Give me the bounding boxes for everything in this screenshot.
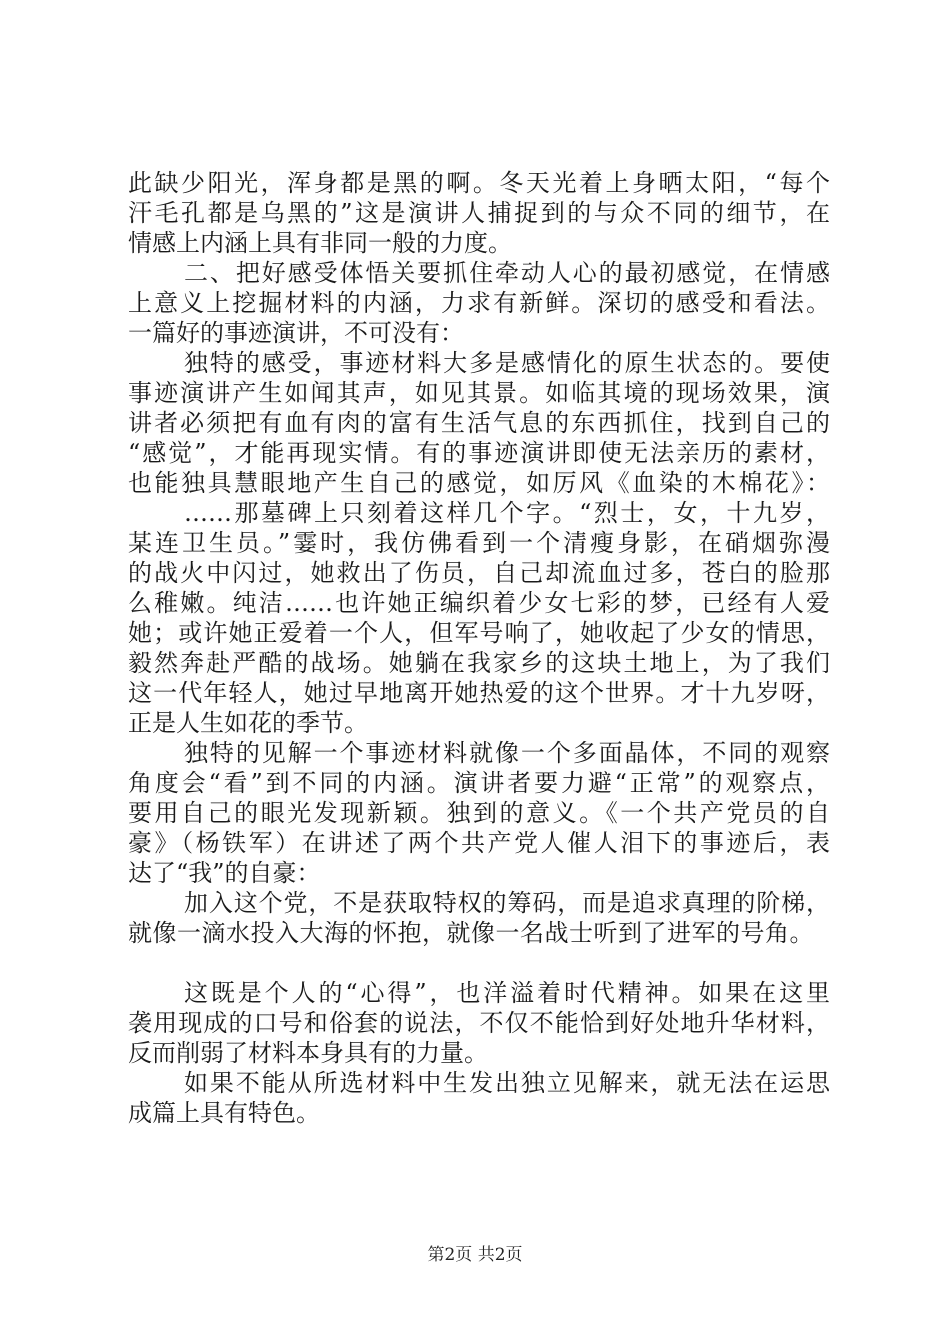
text-line: 独特的感受，事迹材料大多是感情化的原生状态的。要使 <box>184 349 830 377</box>
text-line: 事迹演讲产生如闻其声，如见其景。如临其境的现场效果，演 <box>128 379 830 407</box>
text-line: 加入这个党，不是获取特权的筹码，而是追求真理的阶梯， <box>184 889 830 917</box>
paragraph <box>128 978 830 1068</box>
paragraph <box>128 258 830 348</box>
paragraph <box>128 348 830 498</box>
text-line: 成篇上具有特色。 <box>128 1099 320 1127</box>
text-line: 汗毛孔都是乌黑的”这是演讲人捕捉到的与众不同的细节，在 <box>128 199 830 227</box>
paragraph <box>128 168 830 258</box>
quotation-paragraph <box>128 888 830 948</box>
text-line: 要用自己的眼光发现新颖。独到的意义。《一个共产党员的自 <box>128 799 830 827</box>
blank-line <box>128 948 830 978</box>
page-number-footer: 第2页 共2页 <box>427 1245 523 1265</box>
text-line: 达了“我”的自豪： <box>128 859 321 887</box>
text-line: 么稚嫩。纯洁……也许她正编织着少女七彩的梦，已经有人爱 <box>128 589 830 617</box>
text-line: 某连卫生员。”霎时，我仿佛看到一个清瘦身影，在硝烟弥漫 <box>128 529 830 557</box>
text-line: “感觉”，才能再现实情。有的事迹演讲即使无法亲历的素材， <box>128 439 830 467</box>
text-line: 这既是个人的“心得”，也洋溢着时代精神。如果在这里 <box>184 979 830 1007</box>
text-line: 袭用现成的口号和俗套的说法，不仅不能恰到好处地升华材料， <box>128 1009 830 1037</box>
text-line: 上意义上挖掘材料的内涵，力求有新鲜。深切的感受和看法。 <box>128 289 830 317</box>
text-line: 二、把好感受体悟关要抓住牵动人心的最初感觉，在情感 <box>184 259 830 287</box>
text-line: 讲者必须把有血有肉的富有生活气息的东西抓住，找到自己的 <box>128 409 830 437</box>
text-line: 也能独具慧眼地产生自己的感觉，如厉风《血染的木棉花》： <box>128 469 830 497</box>
text-line: 正是人生如花的季节。 <box>128 709 368 737</box>
quotation-paragraph <box>128 498 830 738</box>
text-line: 的战火中闪过，她救出了伤员，自己却流血过多，苍白的脸那 <box>128 559 830 587</box>
paragraph <box>128 738 830 888</box>
text-line: 她；或许她正爱着一个人，但军号响了，她收起了少女的情思， <box>128 619 830 647</box>
text-line: 这一代年轻人，她过早地离开她热爱的这个世界。才十九岁呀， <box>128 679 830 707</box>
text-line: 如果不能从所选材料中生发出独立见解来，就无法在运思 <box>184 1069 830 1097</box>
document-body <box>128 168 830 1128</box>
text-line: ……那墓碑上只刻着这样几个字。“烈士，女，十九岁， <box>184 499 830 527</box>
text-line: 一篇好的事迹演讲，不可没有： <box>128 319 464 347</box>
text-line: 毅然奔赴严酷的战场。她躺在我家乡的这块土地上，为了我们 <box>128 649 830 677</box>
text-line: 此缺少阳光，浑身都是黑的啊。冬天光着上身晒太阳，“每个 <box>128 169 830 197</box>
text-line: 豪》（杨铁军）在讲述了两个共产党人催人泪下的事迹后，表 <box>128 829 830 857</box>
text-line: 独特的见解一个事迹材料就像一个多面晶体，不同的观察 <box>184 739 830 767</box>
text-line: 反而削弱了材料本身具有的力量。 <box>128 1039 488 1067</box>
text-line: 情感上内涵上具有非同一般的力度。 <box>128 229 512 257</box>
text-line: 角度会“看”到不同的内涵。演讲者要力避“正常”的观察点， <box>128 769 830 797</box>
paragraph <box>128 1068 830 1128</box>
text-line: 就像一滴水投入大海的怀抱，就像一名战士听到了进军的号角。 <box>128 919 814 947</box>
